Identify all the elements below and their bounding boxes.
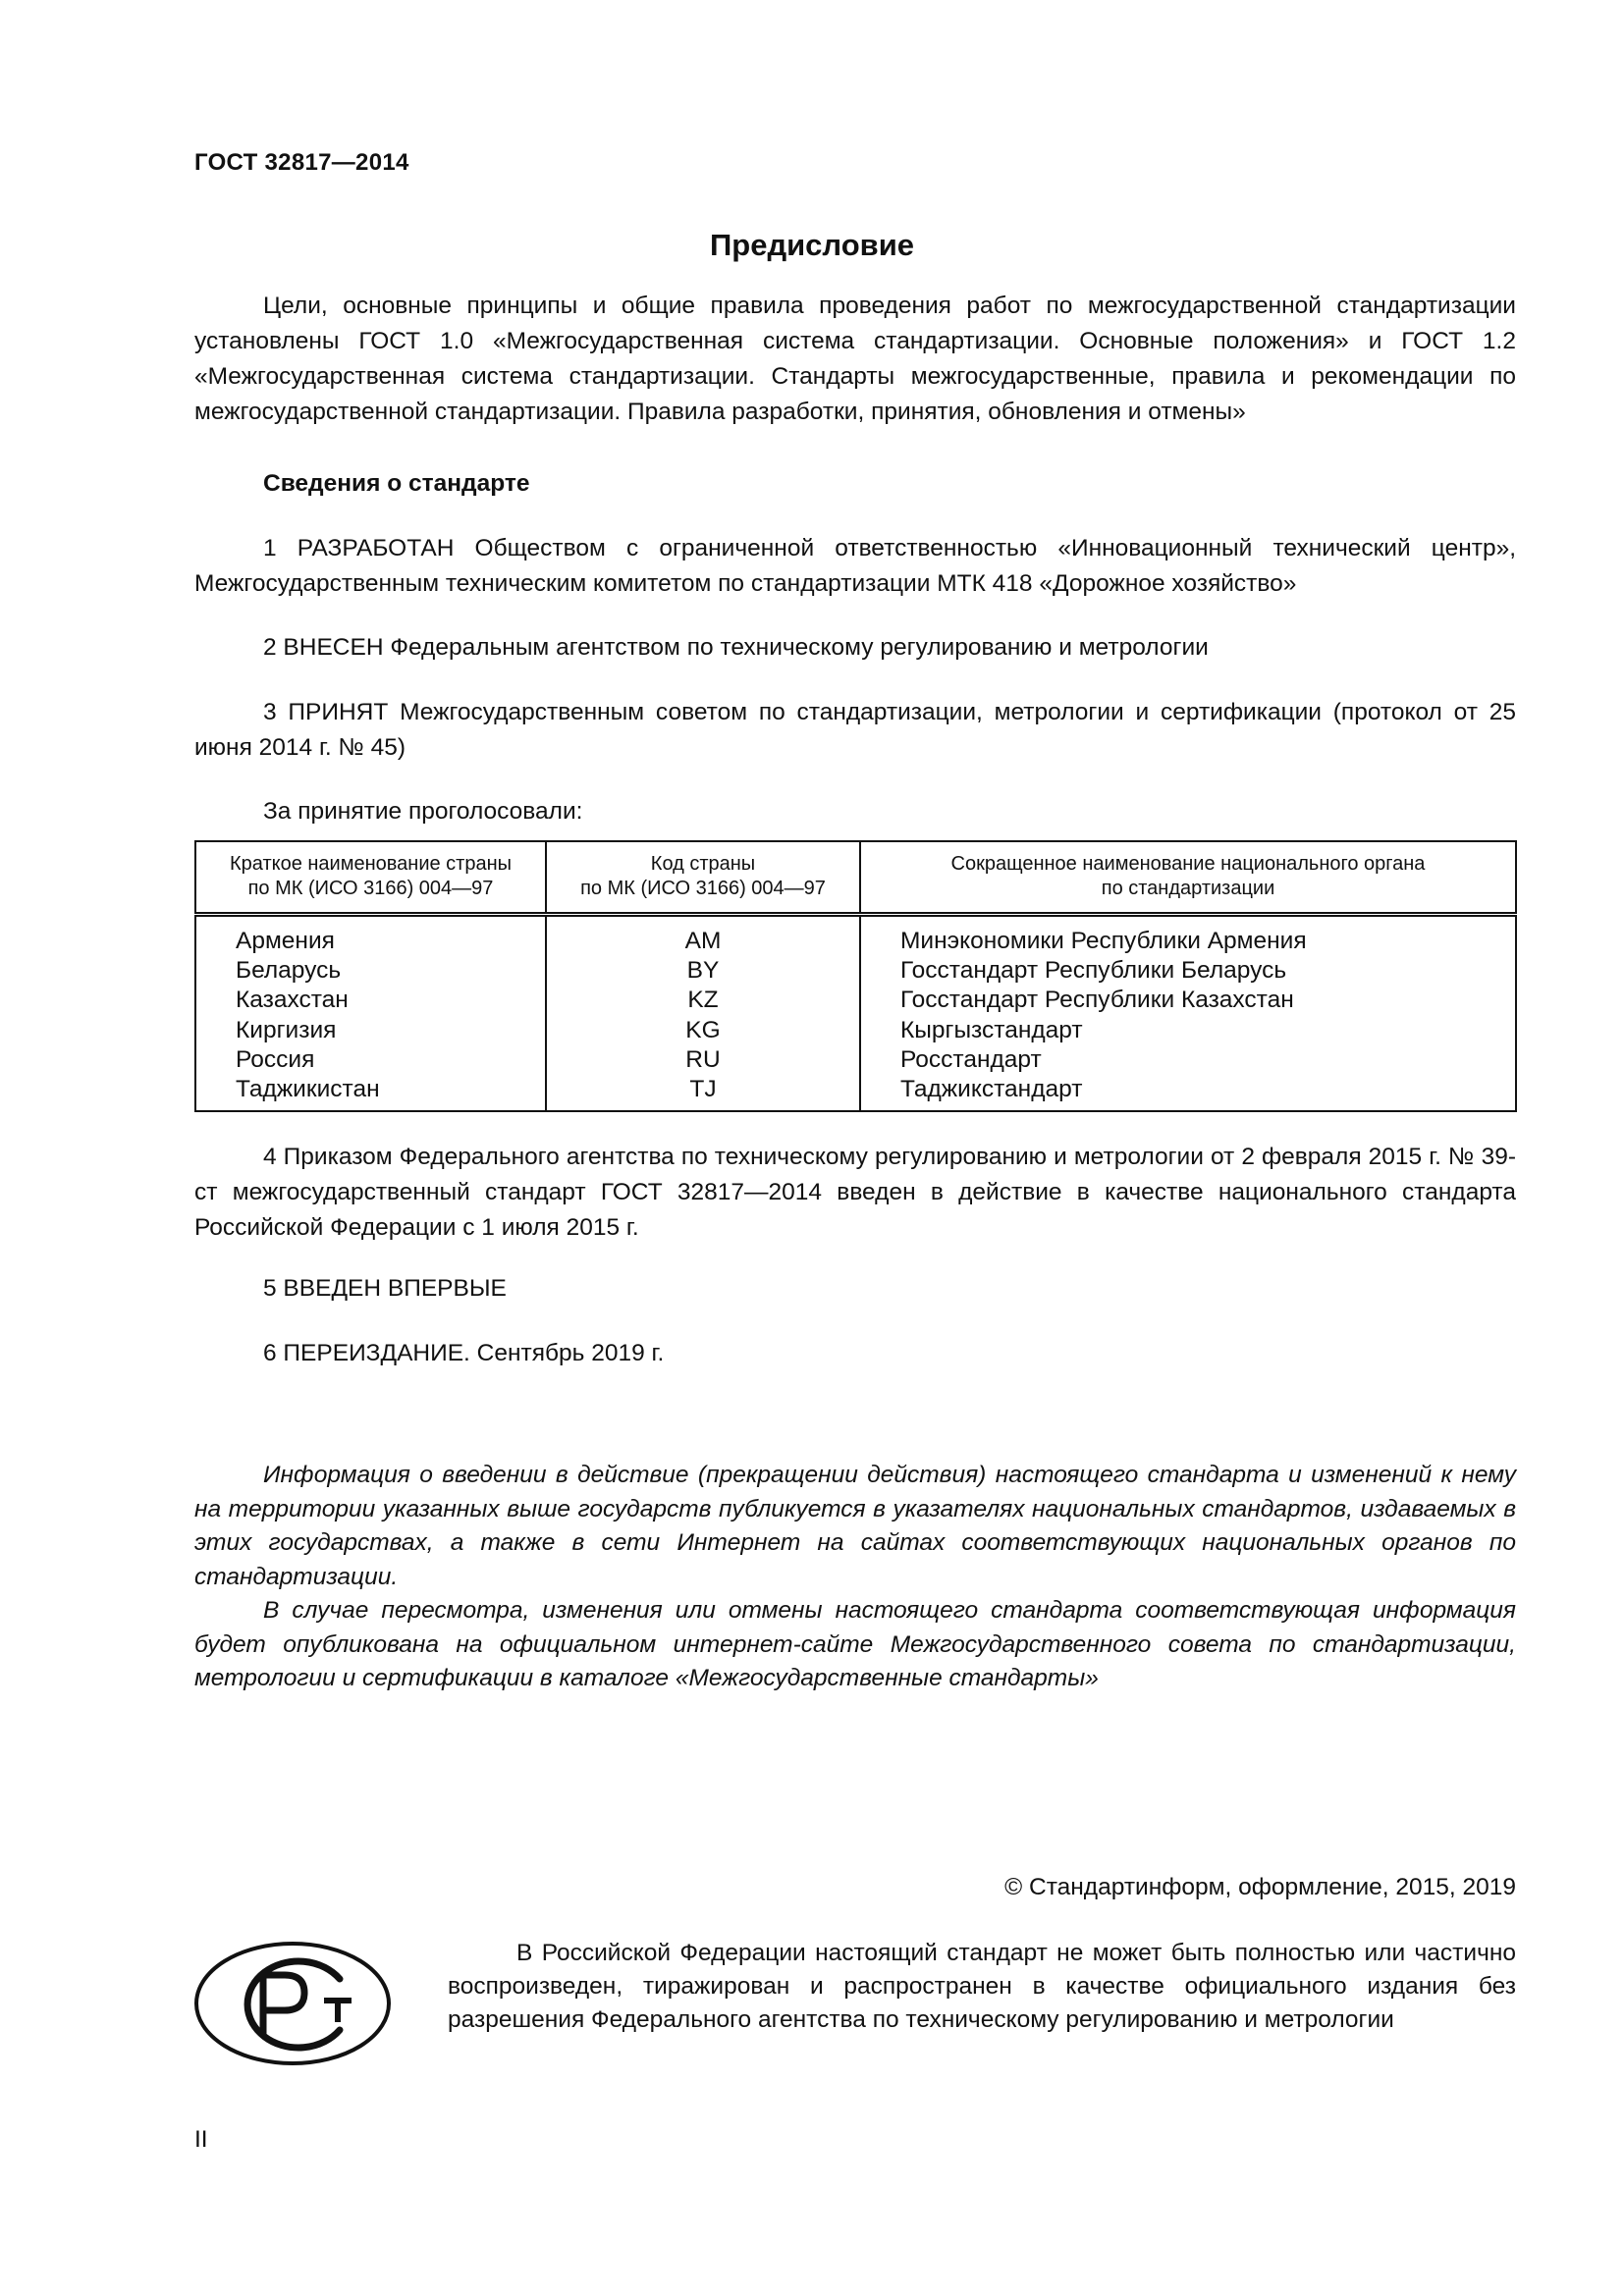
- country-code: KZ: [546, 986, 860, 1015]
- table-row: [195, 986, 1516, 1015]
- country-code: BY: [546, 956, 860, 986]
- item-developed: 1 РАЗРАБОТАН Обществом с ограниченной ответственностью «Инновационный технический центр», Межгосударственным техническим комитетом по стандартизации МТК 418 «Дорожное хозяйство»: [194, 535, 1516, 597]
- country-code: RU: [546, 1045, 860, 1075]
- notice-paragraph-1: Информация о введении в действие (прекращении действия) настоящего стандарта и изменений к нему на территории указанных выше государств публикуется в указателях национальных стандартов, издаваемых в этих государствах, а также в сети Интернет на сайтах соответствующих национальных органов по стандартизации.: [194, 1462, 1516, 1590]
- table-row: [195, 1075, 1516, 1111]
- country-name: Киргизия: [195, 1016, 546, 1045]
- voted-label: За принятие проголосовали:: [263, 798, 583, 825]
- table-row: [195, 915, 1516, 957]
- rights-notice: В Российской Федерации настоящий стандарт не может быть полностью или частично воспроизведен, тиражирован и распространен в качестве официального издания без разрешения Федерального агентства по техническому регулированию и метрологии: [448, 1940, 1516, 2033]
- country-name: Армения: [195, 915, 546, 957]
- intro-paragraph: Цели, основные принципы и общие правила проведения работ по межгосударственной стандартизации установлены ГОСТ 1.0 «Межгосударственная система стандартизации. Основные положения» и ГОСТ 1.2 «Межгосударственная система стандартизации. Стандарты межгосударственные, правила и рекомендации по межгосударственной стандартизации. Правила разработки, принятия, обновления и отмены»: [194, 293, 1516, 425]
- header-national-body-line1: Сокращенное наименование национального органа: [950, 853, 1426, 875]
- item-first-introduced: 5 ВВЕДЕН ВПЕРВЫЕ: [263, 1275, 507, 1302]
- header-national-body: [860, 841, 1516, 915]
- table-row: [195, 1045, 1516, 1075]
- document-code: ГОСТ 32817—2014: [194, 149, 409, 176]
- item-adopted: 3 ПРИНЯТ Межгосударственным советом по стандартизации, метрологии и сертификации (протокол от 25 июня 2014 г. № 45): [194, 699, 1516, 761]
- header-country-name-line1: Краткое наименование страны: [229, 853, 513, 875]
- country-name: Россия: [195, 1045, 546, 1075]
- country-code: KG: [546, 1016, 860, 1045]
- national-body: Госстандарт Республики Беларусь: [860, 956, 1516, 986]
- country-name: Таджикистан: [195, 1075, 546, 1111]
- copyright-line: © Стандартинформ, оформление, 2015, 2019: [1004, 1874, 1516, 1900]
- header-country-name: [195, 841, 546, 915]
- national-body: Минэкономики Республики Армения: [860, 915, 1516, 957]
- country-name: Казахстан: [195, 986, 546, 1015]
- table-header-row: [195, 841, 1516, 915]
- header-country-code: [546, 841, 860, 915]
- country-code: AM: [546, 915, 860, 957]
- item-introduced: 2 ВНЕСЕН Федеральным агентством по техническому регулированию и метрологии: [263, 634, 1209, 661]
- page-title: Предисловие: [709, 228, 914, 262]
- notice-paragraph-2: В случае пересмотра, изменения или отмены настоящего стандарта соответствующая информация будет опубликована на официальном интернет-сайте Межгосударственного совета по стандартизации, метрологии и сертификации в каталоге «Межгосударственные стандарты»: [194, 1597, 1516, 1692]
- header-country-code-line2: по МК (ИСО 3166) 004—97: [580, 878, 826, 899]
- national-body: Госстандарт Республики Казахстан: [860, 986, 1516, 1015]
- header-national-body-line2: по стандартизации: [1101, 878, 1275, 899]
- voting-countries-table: [194, 840, 1517, 1112]
- national-body: Кыргызстандарт: [860, 1016, 1516, 1045]
- national-body: Таджикстандарт: [860, 1075, 1516, 1111]
- header-country-name-line2: по МК (ИСО 3166) 004—97: [247, 878, 494, 899]
- national-body: Росстандарт: [860, 1045, 1516, 1075]
- item-order: 4 Приказом Федерального агентства по техническому регулированию и метрологии от 2 февраля 2015 г. № 39-ст межгосударственный стандарт ГОСТ 32817—2014 введен в действие в качестве национального стандарта Российской Федерации с 1 июля 2015 г.: [194, 1144, 1516, 1241]
- page-number: II: [194, 2126, 208, 2153]
- country-name: Беларусь: [195, 956, 546, 986]
- table-row: [195, 1016, 1516, 1045]
- gost-r-logo-icon: [192, 1940, 393, 2067]
- item-reissue: 6 ПЕРЕИЗДАНИЕ. Сентябрь 2019 г.: [263, 1340, 665, 1366]
- table-row: [195, 956, 1516, 986]
- standard-info-heading: Сведения о стандарте: [263, 470, 530, 497]
- header-country-code-line1: Код страны: [650, 853, 756, 875]
- country-code: TJ: [546, 1075, 860, 1111]
